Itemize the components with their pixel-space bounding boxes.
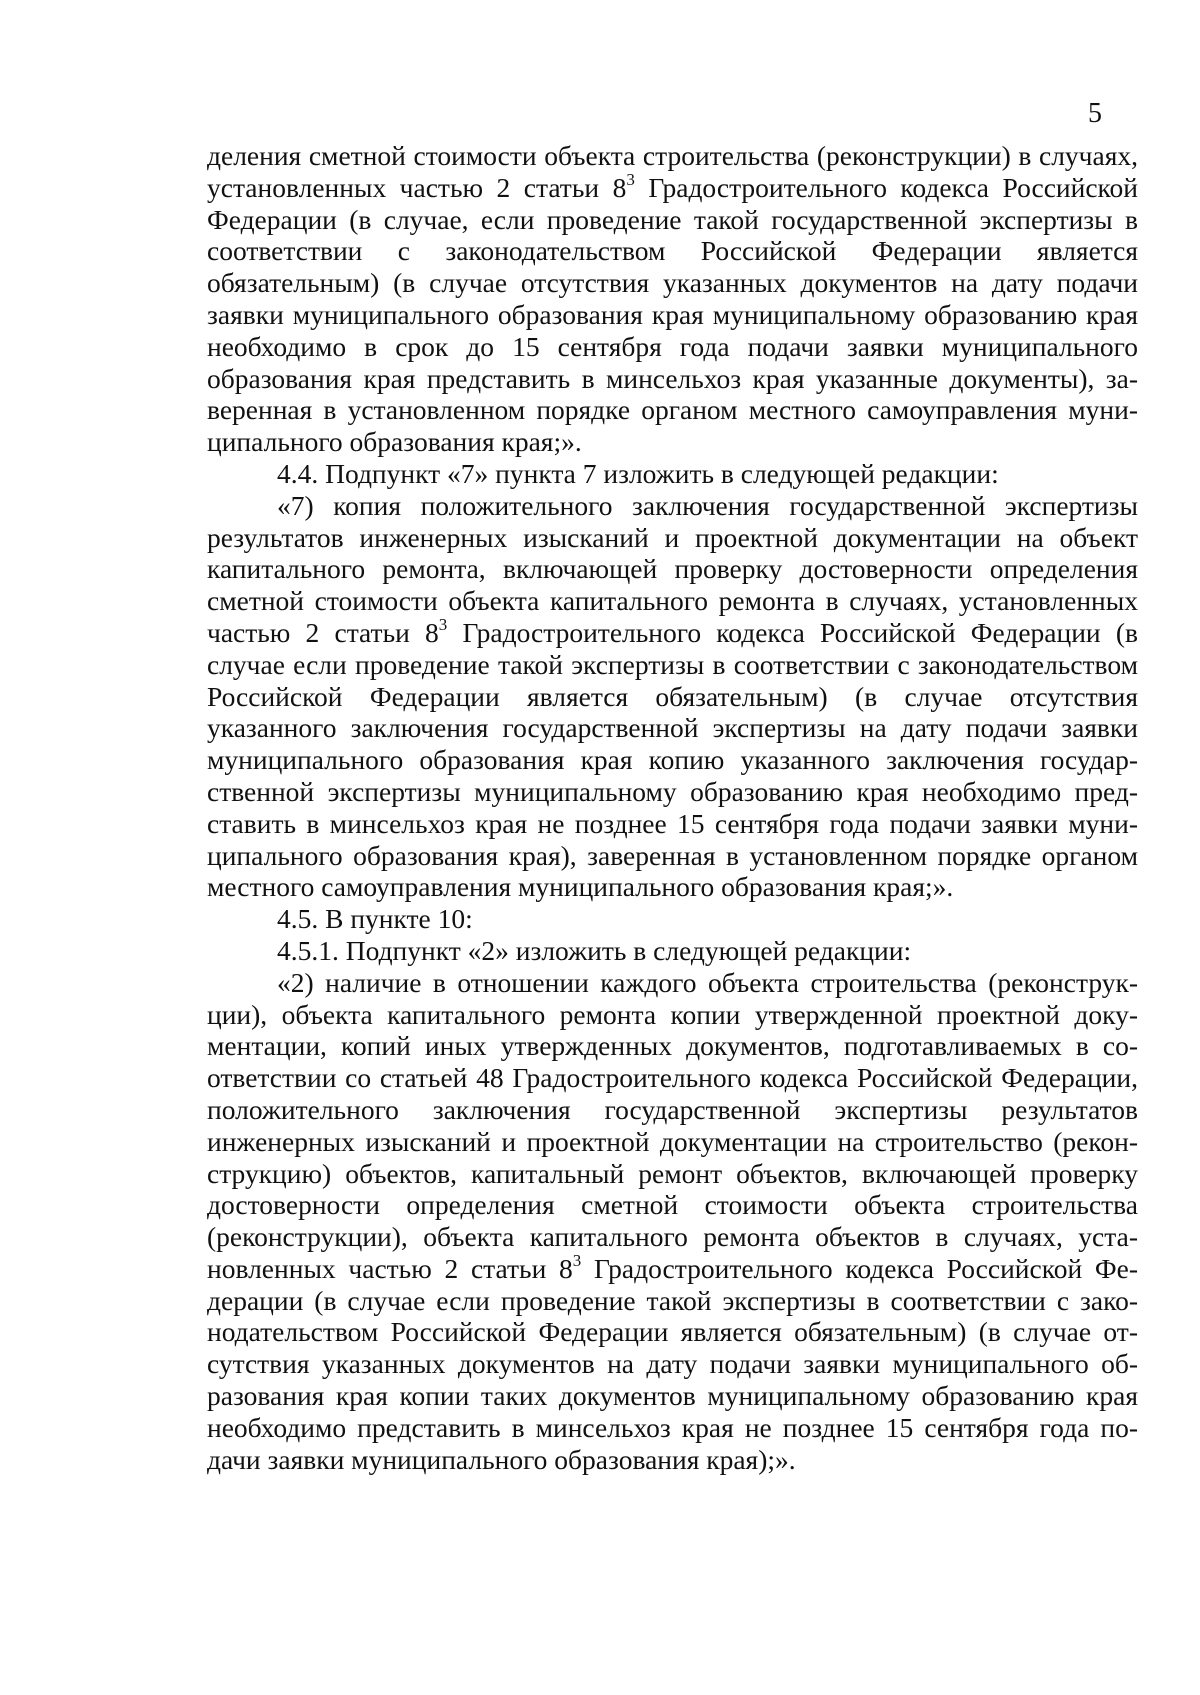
paragraph	[207, 967, 1138, 1476]
paragraph-text: «7) копия положительного заключения государственной экспертизы результатов инженерных изысканий и проектной документации на объект капитального ремонта, включающей проверку достоверности определения сметной стоимости объекта капитального ремонта в случаях, установленных частью 2 статьи 8	[207, 489, 1138, 648]
superscript: 3	[438, 614, 448, 634]
superscript: 3	[626, 169, 635, 189]
paragraph-text: деления сметной стоимости объекта строительства (реконструкции) в случаях, установленных частью 2 статьи 8	[207, 140, 1138, 203]
paragraph	[207, 140, 1138, 458]
document-body	[207, 140, 1138, 1475]
paragraph	[207, 458, 1138, 490]
paragraph	[207, 935, 1138, 967]
paragraph-text: Градостроительного кодекса Российской Федерации (в случае если проведение такой экспертизы в соответствии с законодательством Российской Федерации является обязательным) (в случае отсутствия указанных документов на дату подачи заявки муниципального образования края копии таких документов муниципальному образованию края необходимо представить в минсельхоз края не позднее 15 сентября года подачи заявки муниципального образования края);».	[207, 1252, 1138, 1475]
paragraph-text: «2) наличие в отношении каждого объекта строительства (реконструкции), объекта капитального ремонта копии утвержденной проектной документации, копий иных утвержденных документов, подготавливаемых в соответствии со статьей 48 Градостроительного кодекса Российской Федерации, положительного заключения государственной экспертизы результатов инженерных изысканий и проектной документации на строительство (реконструкцию) объектов, капитальный ремонт объектов, включающей проверку достоверности определения сметной стоимости объекта строительства (реконструкции), объекта капитального ремонта объектов в случаях, установленных частью 2 статьи 8	[207, 966, 1138, 1284]
paragraph-text: 4.4. Подпункт «7» пункта 7 изложить в следующей редакции:	[277, 457, 999, 489]
paragraph-text: Градостроительного кодекса Российской Федерации (в случае, если проведение такой государственной экспертизы в соответствии с законодательством Российской Федерации является обязательным) (в случае отсутствия указанных документов на дату подачи заявки муниципального образования края муниципальному образованию края необходимо в срок до 15 сентября года подачи заявки муниципального образования края представить в минсельхоз края указанные документы), заверенная в установленном порядке органом местного самоуправления муниципального образования края;».	[207, 171, 1138, 458]
paragraph	[207, 490, 1138, 903]
page-number: 5	[1088, 98, 1102, 129]
paragraph-text: 4.5.1. Подпункт «2» изложить в следующей редакции:	[277, 934, 912, 966]
paragraph-text: Градостроительного кодекса Российской Федерации (в случае если проведение такой экспертизы в соответствии с законодательством Российской Федерации является обязательным) (в случае отсутствия указанного заключения государственной экспертизы на дату подачи заявки муниципального образования края копию указанного заключения государственной экспертизы муниципальному образованию края необходимо представить в минсельхоз края не позднее 15 сентября года подачи заявки муниципального образования края), заверенная в установленном порядке органом местного самоуправления муниципального образования края;».	[207, 616, 1138, 903]
paragraph	[207, 903, 1138, 935]
superscript: 3	[572, 1250, 582, 1270]
paragraph-text: 4.5. В пункте 10:	[277, 903, 473, 935]
